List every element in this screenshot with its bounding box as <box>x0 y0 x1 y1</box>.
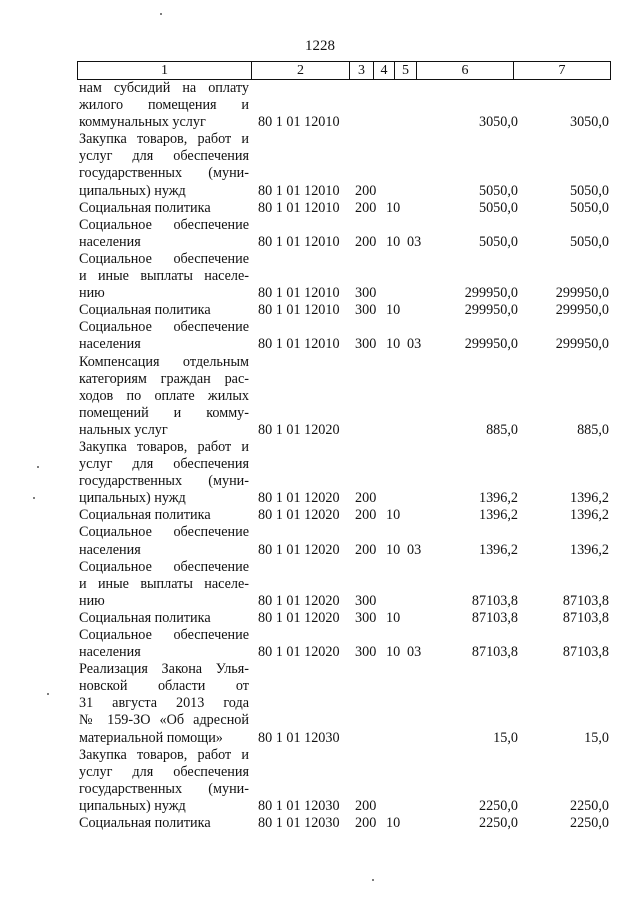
section-code: 10 <box>386 815 401 832</box>
row-description <box>79 747 249 815</box>
expense-type: 200 <box>355 797 377 814</box>
amount-col-6: 87103,8 <box>471 609 518 626</box>
row-description <box>79 627 249 661</box>
section-code: 10 <box>386 233 401 250</box>
budget-code: 80 1 01 12010 <box>258 302 340 319</box>
description-line: 31 августа 2013 года <box>79 695 249 712</box>
table-row <box>0 439 640 507</box>
table-row <box>0 217 640 251</box>
description-line: Социальное обеспечение <box>79 319 249 336</box>
amount-col-6: 299950,0 <box>464 285 518 302</box>
description-line: населения <box>79 541 141 558</box>
amount-col-6: 5050,0 <box>478 199 518 216</box>
header-col-1: 1 <box>78 62 252 79</box>
row-description <box>79 815 249 832</box>
expense-type: 200 <box>355 815 377 832</box>
description-line: услуг для обеспечения <box>79 148 249 165</box>
amount-col-6: 299950,0 <box>464 336 518 353</box>
description-line: населения <box>79 233 141 250</box>
expense-type: 300 <box>355 592 377 609</box>
expense-type: 200 <box>355 507 377 524</box>
description-line: Социальная политика <box>79 507 211 524</box>
description-line: нию <box>79 285 105 302</box>
row-description <box>79 661 249 746</box>
amount-col-6: 5050,0 <box>478 233 518 250</box>
section-code: 10 <box>386 609 401 626</box>
description-line: Реализация Закона Улья- <box>79 661 249 678</box>
description-line: ципальных) нужд <box>79 182 186 199</box>
description-line: жилого помещения и <box>79 97 249 114</box>
header-col-2: 2 <box>252 62 350 79</box>
budget-code: 80 1 01 12010 <box>258 233 340 250</box>
section-code: 10 <box>386 302 401 319</box>
budget-code: 80 1 01 12030 <box>258 729 340 746</box>
budget-code: 80 1 01 12010 <box>258 199 340 216</box>
header-col-7: 7 <box>558 63 566 78</box>
amount-col-6: 2250,0 <box>478 797 518 814</box>
description-line: нам субсидий на оплату <box>79 80 249 96</box>
table-row <box>0 661 640 746</box>
budget-code: 80 1 01 12030 <box>258 815 340 832</box>
budget-code: 80 1 01 12020 <box>258 541 340 558</box>
amount-col-7: 2250,0 <box>569 815 609 832</box>
budget-code: 80 1 01 12010 <box>258 285 340 302</box>
header-col-6: 6 <box>417 62 514 79</box>
amount-col-6: 1396,2 <box>478 507 518 524</box>
table-row <box>0 251 640 302</box>
budget-code: 80 1 01 12010 <box>258 182 340 199</box>
description-line: Социальное обеспечение <box>79 250 249 267</box>
expense-type: 300 <box>355 609 377 626</box>
description-line: населения <box>79 644 141 661</box>
table-row <box>0 610 640 627</box>
description-line: новской области от <box>79 678 249 695</box>
description-line: государственных (муни- <box>79 165 249 182</box>
row-description <box>79 302 249 319</box>
table-row <box>0 524 640 558</box>
header-col-3: 3 <box>350 62 374 79</box>
row-description <box>79 217 249 251</box>
amount-col-7: 299950,0 <box>555 285 609 302</box>
description-line: нию <box>79 592 105 609</box>
table-row <box>0 747 640 815</box>
amount-col-7: 1396,2 <box>569 541 609 558</box>
header-col-5: 5 <box>395 62 417 79</box>
expense-type: 200 <box>355 490 377 507</box>
amount-col-7: 5050,0 <box>569 233 609 250</box>
amount-col-7: 5050,0 <box>569 199 609 216</box>
description-line: Компенсация отдельным <box>79 353 249 370</box>
amount-col-7: 87103,8 <box>562 609 609 626</box>
description-line: ципальных) нужд <box>79 490 186 507</box>
description-line: Социальная политика <box>79 815 211 832</box>
amount-col-7: 1396,2 <box>569 490 609 507</box>
row-description <box>79 610 249 627</box>
description-line: материальной помощи» <box>79 729 223 746</box>
expense-type: 300 <box>355 336 377 353</box>
subsection-code: 03 <box>407 644 422 661</box>
scan-speck <box>47 693 49 695</box>
description-line: государственных (муни- <box>79 473 249 490</box>
description-line: Социальная политика <box>79 199 211 216</box>
amount-col-7: 1396,2 <box>569 507 609 524</box>
budget-code: 80 1 01 12030 <box>258 797 340 814</box>
scan-speck <box>33 497 35 499</box>
scan-speck <box>372 879 374 881</box>
amount-col-6: 87103,8 <box>471 644 518 661</box>
budget-code: 80 1 01 12020 <box>258 421 340 438</box>
expense-type: 200 <box>355 541 377 558</box>
row-description <box>79 354 249 439</box>
budget-code: 80 1 01 12010 <box>258 114 340 131</box>
amount-col-7: 299950,0 <box>555 336 609 353</box>
description-line: Закупка товаров, работ и <box>79 438 249 455</box>
description-line: услуг для обеспечения <box>79 763 249 780</box>
description-line: и иные выплаты населе- <box>79 575 249 592</box>
row-description <box>79 131 249 199</box>
table-row <box>0 627 640 661</box>
description-line: услуг для обеспечения <box>79 456 249 473</box>
table-row <box>0 80 640 131</box>
scan-speck <box>37 466 39 468</box>
table-row <box>0 131 640 199</box>
amount-col-7: 5050,0 <box>569 182 609 199</box>
row-description <box>79 559 249 610</box>
amount-col-6: 1396,2 <box>478 490 518 507</box>
amount-col-7: 299950,0 <box>555 302 609 319</box>
scan-speck <box>160 13 162 15</box>
amount-col-6: 87103,8 <box>471 592 518 609</box>
description-line: и иные выплаты населе- <box>79 268 249 285</box>
section-code: 10 <box>386 541 401 558</box>
amount-col-6: 2250,0 <box>478 815 518 832</box>
description-line: Социальное обеспечение <box>79 216 249 233</box>
table-row <box>0 200 640 217</box>
amount-col-7: 885,0 <box>577 421 609 438</box>
expense-type: 300 <box>355 285 377 302</box>
description-line: Закупка товаров, работ и <box>79 131 249 148</box>
row-description <box>79 439 249 507</box>
table-row <box>0 302 640 319</box>
description-line: категориям граждан рас- <box>79 370 249 387</box>
table-row <box>0 354 640 439</box>
expense-type: 200 <box>355 199 377 216</box>
row-description <box>79 80 249 131</box>
section-code: 10 <box>386 644 401 661</box>
budget-code: 80 1 01 12020 <box>258 609 340 626</box>
description-line: коммунальных услуг <box>79 114 206 131</box>
description-line: государственных (муни- <box>79 780 249 797</box>
description-line: Социальное обеспечение <box>79 524 249 541</box>
amount-col-7: 2250,0 <box>569 797 609 814</box>
table-body <box>0 80 640 832</box>
amount-col-6: 885,0 <box>486 421 518 438</box>
expense-type: 200 <box>355 182 377 199</box>
description-line: Социальное обеспечение <box>79 558 249 575</box>
row-description <box>79 507 249 524</box>
table-row <box>0 507 640 524</box>
description-line: Социальная политика <box>79 609 211 626</box>
row-description <box>79 251 249 302</box>
section-code: 10 <box>386 336 401 353</box>
budget-code: 80 1 01 12020 <box>258 490 340 507</box>
description-line: № 159-ЗО «Об адресной <box>79 712 249 729</box>
amount-col-7: 87103,8 <box>562 592 609 609</box>
description-line: ходов по оплате жилых <box>79 387 249 404</box>
section-code: 10 <box>386 507 401 524</box>
expense-type: 200 <box>355 233 377 250</box>
amount-col-6: 5050,0 <box>478 182 518 199</box>
description-line: населения <box>79 336 141 353</box>
row-description <box>79 200 249 217</box>
table-row <box>0 559 640 610</box>
budget-code: 80 1 01 12020 <box>258 592 340 609</box>
amount-col-6: 15,0 <box>493 729 518 746</box>
row-description <box>79 319 249 353</box>
table-header-row <box>77 61 611 80</box>
description-line: ципальных) нужд <box>79 797 186 814</box>
amount-col-7: 15,0 <box>584 729 609 746</box>
expense-type: 300 <box>355 644 377 661</box>
row-description <box>79 524 249 558</box>
description-line: помещений и комму- <box>79 404 249 421</box>
budget-code: 80 1 01 12020 <box>258 644 340 661</box>
table-row <box>0 319 640 353</box>
page-number: 1228 <box>305 38 335 54</box>
subsection-code: 03 <box>407 541 422 558</box>
amount-col-7: 3050,0 <box>569 114 609 131</box>
description-line: Социальная политика <box>79 302 211 319</box>
expense-type: 300 <box>355 302 377 319</box>
header-col-4: 4 <box>374 62 395 79</box>
amount-col-7: 87103,8 <box>562 644 609 661</box>
description-line: нальных услуг <box>79 421 168 438</box>
table-row <box>0 815 640 832</box>
subsection-code: 03 <box>407 233 422 250</box>
subsection-code: 03 <box>407 336 422 353</box>
budget-code: 80 1 01 12020 <box>258 507 340 524</box>
description-line: Закупка товаров, работ и <box>79 746 249 763</box>
amount-col-6: 1396,2 <box>478 541 518 558</box>
description-line: Социальное обеспечение <box>79 627 249 643</box>
amount-col-6: 299950,0 <box>464 302 518 319</box>
section-code: 10 <box>386 199 401 216</box>
budget-code: 80 1 01 12010 <box>258 336 340 353</box>
amount-col-6: 3050,0 <box>478 114 518 131</box>
